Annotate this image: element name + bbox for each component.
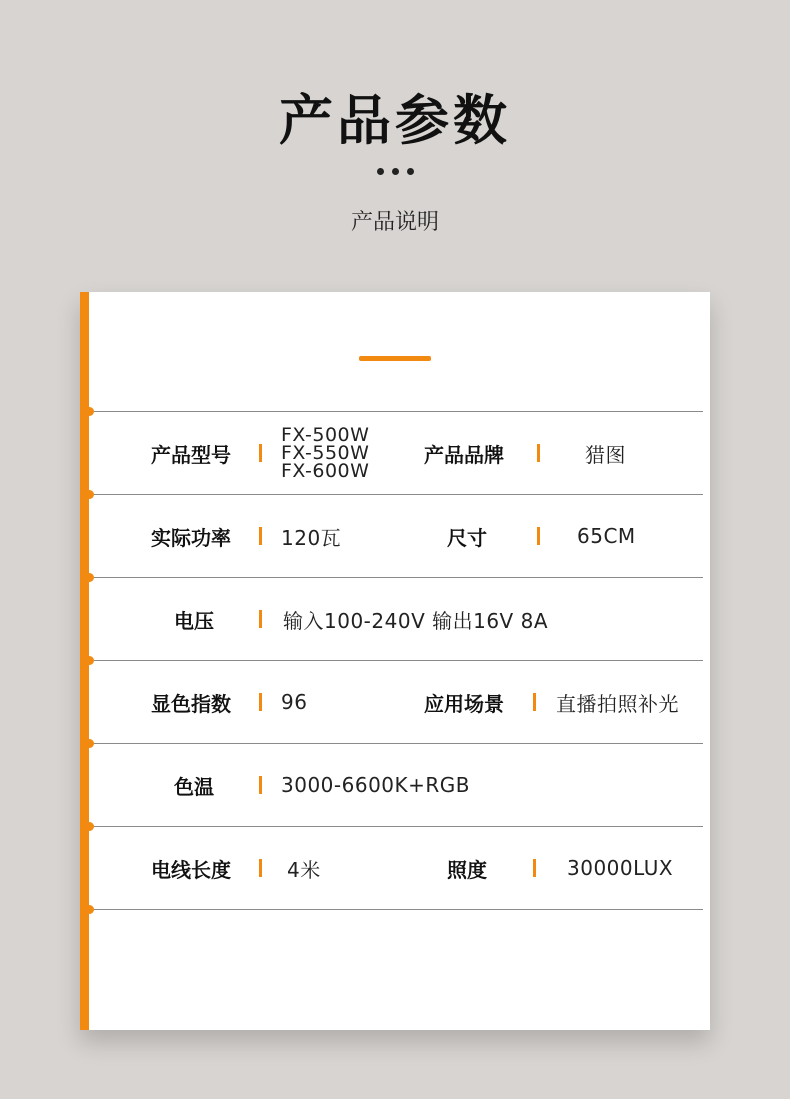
spec-label: 产品型号	[151, 442, 231, 467]
orange-separator	[259, 527, 262, 545]
spec-value: 30000LUX	[567, 856, 674, 880]
spec-label: 电线长度	[151, 857, 231, 882]
dots-divider	[0, 168, 790, 175]
spec-value: 120瓦	[281, 525, 342, 550]
model-value: FX-600W	[281, 460, 370, 482]
page-title: 产品参数	[279, 89, 511, 152]
spec-value: 3000-6600K+RGB	[281, 773, 471, 797]
spec-label: 实际功率	[151, 525, 231, 550]
spec-label: 显色指数	[151, 691, 231, 716]
orange-separator	[259, 444, 262, 462]
page-subtitle: 产品说明	[350, 210, 439, 235]
orange-dash-divider	[359, 356, 431, 361]
spec-row-power	[89, 495, 703, 577]
spec-label: 色温	[174, 774, 214, 799]
spec-label: 尺寸	[447, 525, 487, 550]
orange-separator	[533, 693, 536, 711]
spec-row-model	[89, 412, 703, 494]
spec-label: 应用场景	[424, 691, 504, 716]
spec-value-models	[281, 412, 369, 494]
orange-separator	[259, 859, 262, 877]
orange-separator	[259, 610, 262, 628]
orange-separator	[537, 444, 540, 462]
spec-row-cable	[89, 827, 703, 909]
spec-value: 65CM	[577, 524, 636, 548]
model-value: FX-550W	[281, 442, 370, 464]
orange-separator	[259, 776, 262, 794]
orange-separator	[533, 859, 536, 877]
orange-separator	[259, 693, 262, 711]
spec-value: 输入100-240V 输出16V 8A	[283, 608, 548, 633]
spec-label: 照度	[447, 857, 487, 882]
spec-row-cri	[89, 661, 703, 743]
spec-value: 猎图	[585, 442, 626, 467]
spec-value: 4米	[287, 857, 321, 882]
model-value: FX-500W	[281, 424, 370, 446]
spec-value: 直播拍照补光	[556, 691, 679, 716]
spec-row-voltage	[89, 578, 703, 660]
spec-label: 产品品牌	[424, 442, 504, 467]
orange-separator	[537, 527, 540, 545]
spec-value: 96	[281, 690, 308, 714]
spec-label: 电压	[174, 608, 214, 633]
row-divider	[89, 909, 703, 910]
spec-row-color-temp	[89, 744, 703, 826]
